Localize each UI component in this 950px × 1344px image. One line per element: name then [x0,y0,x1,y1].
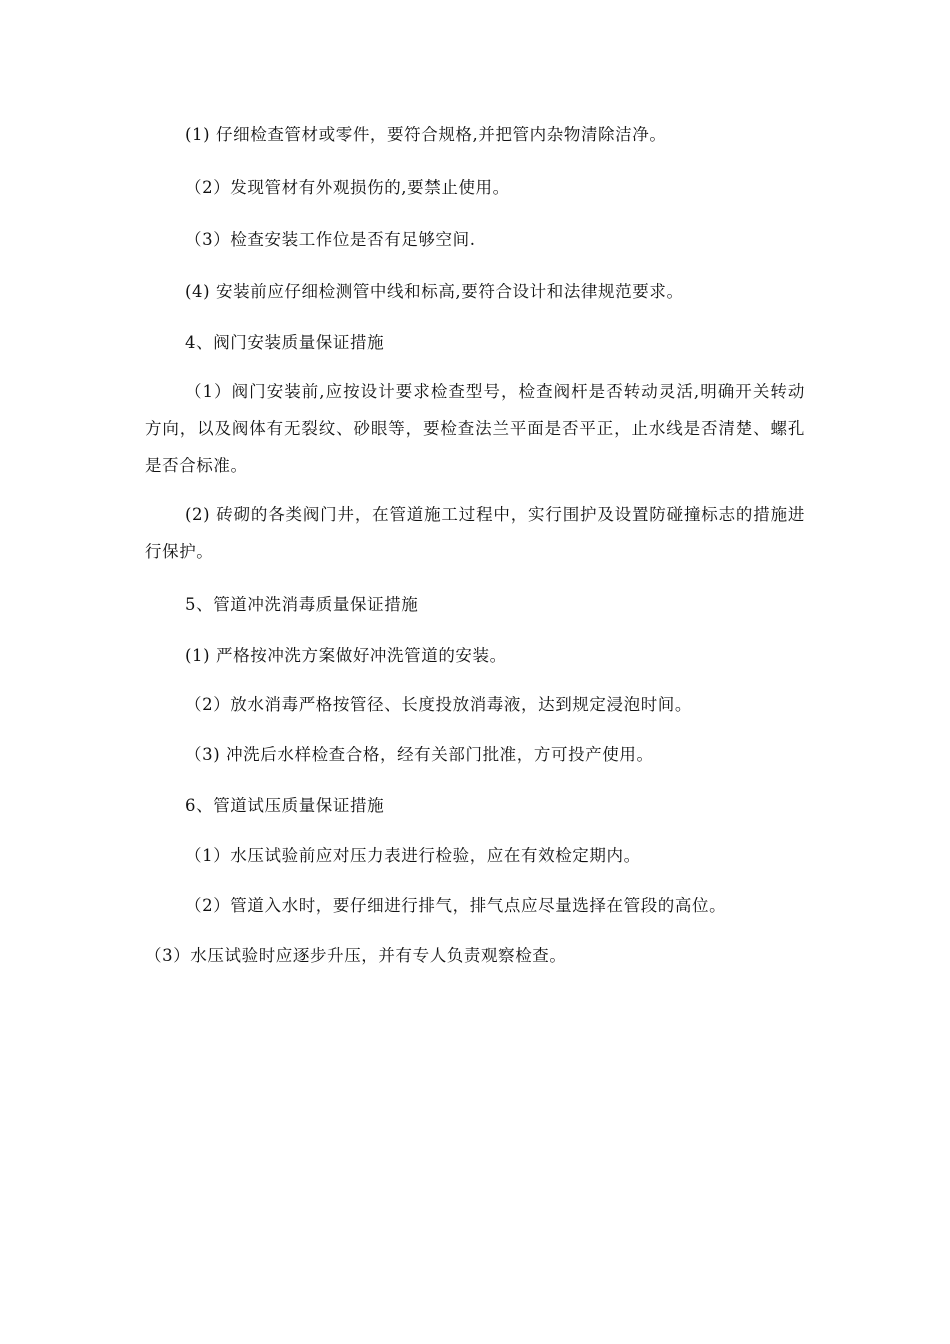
paragraph: （1）阀门安装前,应按设计要求检查型号，检查阀杆是否转动灵活,明确开关转动方向，以及阀体有无裂纹、砂眼等，要检查法兰平面是否平正，止水线是否清楚、螺孔是否合标准。 [145,382,805,475]
list-item: （2）发现管材有外观损伤的,要禁止使用。 [185,178,510,197]
section-heading: 5、管道冲洗消毒质量保证措施 [185,595,419,614]
section-heading: 4、阀门安装质量保证措施 [185,333,385,352]
list-item: （1）水压试验前应对压力表进行检验，应在有效检定期内。 [185,846,641,865]
list-item: （3) 冲洗后水样检查合格，经有关部门批准，方可投产使用。 [185,745,654,764]
list-item: （2）管道入水时，要仔细进行排气，排气点应尽量选择在管段的高位。 [185,896,727,915]
list-item: (1) 严格按冲洗方案做好冲洗管道的安装。 [185,646,507,665]
list-item: (4) 安装前应仔细检测管中线和标高,要符合设计和法律规范要求。 [185,282,684,301]
list-item: (1) 仔细检查管材或零件，要符合规格,并把管内杂物清除洁净。 [185,125,667,144]
list-item: （2）放水消毒严格按管径、长度投放消毒液，达到规定浸泡时间。 [185,695,692,714]
paragraph: (2) 砖砌的各类阀门井，在管道施工过程中，实行围护及设置防碰撞标志的措施进行保护。 [145,505,805,561]
list-item: （3）检查安装工作位是否有足够空间. [185,230,476,249]
section-heading: 6、管道试压质量保证措施 [185,796,385,815]
list-item: （3）水压试验时应逐步升压，并有专人负责观察检查。 [145,946,567,965]
